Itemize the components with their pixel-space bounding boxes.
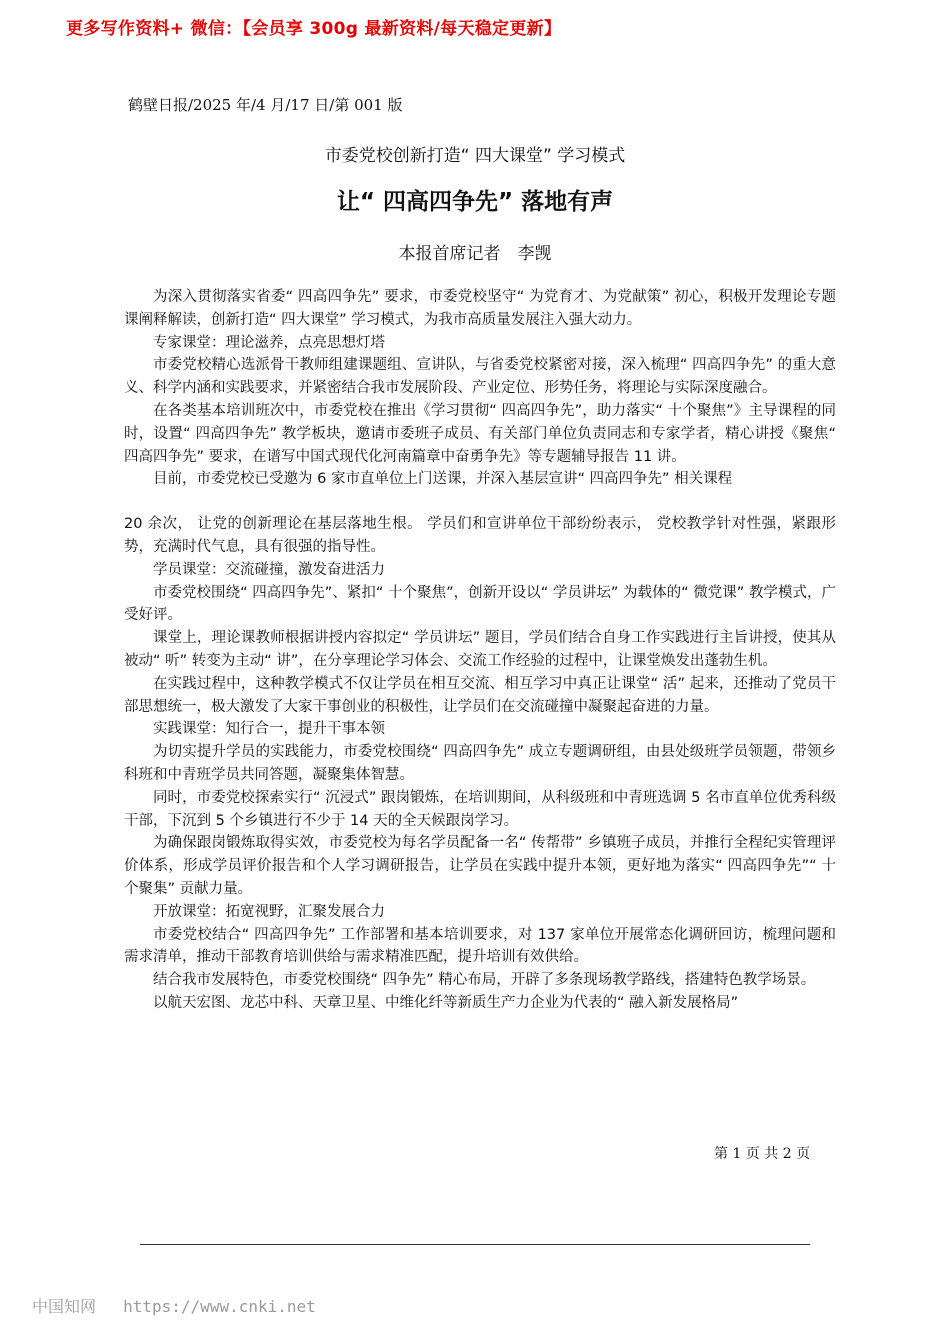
paragraph: 市委党校围绕“ 四高四争先”、紧扣“ 十个聚焦”，创新开设以“ 学员讲坛” 为载体的“ 微党课” 教学模式，广受好评。: [124, 584, 836, 624]
paragraph: 在各类基本培训班次中，市委党校在推出《学习贯彻“ 四高四争先”，助力落实“ 十个聚焦”》主导课程的同时，设置“ 四高四争先” 教学板块，邀请市委班子成员、有关部门单位负责同志和专家学者，精心讲授《聚焦“ 四高四争先” 要求，在谱写中国式现代化河南篇章中奋勇争先》等专题辅导报告 11 讲。: [124, 402, 836, 465]
paragraph: 以航天宏图、龙芯中科、天章卫星、中维化纤等新质生产力企业为代表的“ 融入新发展格局”: [153, 994, 739, 1011]
paragraph: 目前，市委党校已受邀为 6 家市直单位上门送课，并深入基层宣讲“ 四高四争先” 相关课程: [153, 471, 733, 488]
page-number: 第 1 页 共 2 页: [714, 1146, 811, 1162]
watermark-url[interactable]: https://www.cnki.net: [123, 1297, 316, 1316]
section-heading: 专家课堂：理论滋养，点亮思想灯塔: [153, 334, 385, 351]
paragraph: 市委党校结合“ 四高四争先” 工作部署和基本培训要求，对 137 家单位开展常态化调研回访，梳理问题和需求清单，推动干部教育培训供给与需求精准匹配，提升培训有效供给。: [124, 926, 836, 966]
paragraph: 同时，市委党校探索实行“ 沉浸式” 跟岗锻炼，在培训期间，从科级班和中青班选调 5 名市直单位优秀科级干部，下沉到 5 个乡镇进行不少于 14 天的全天候跟岗学习。: [124, 789, 836, 829]
article-body: [124, 286, 836, 1015]
article-title: 让“ 四高四争先” 落地有声: [336, 189, 614, 215]
source-line: 鹤壁日报/2025 年/4 月/17 日/第 001 版: [128, 96, 403, 114]
paragraph: 为切实提升学员的实践能力，市委党校围绕“ 四高四争先” 成立专题调研组，由县处级班学员领题，带领乡科班和中青班学员共同答题，凝聚集体智慧。: [124, 744, 836, 783]
footer-divider: [140, 1244, 810, 1245]
promo-banner: 更多写作资料+ 微信：【会员享 300g 最新资料/每天稳定更新】: [66, 19, 562, 39]
paragraph: 为深入贯彻落实省委“ 四高四争先” 要求，市委党校坚守“ 为党育才、为党献策” 初心，积极开发理论专题课阐释解读，创新打造“ 四大课堂” 学习模式，为我市高质量发展注入强大动力。: [124, 289, 836, 328]
paragraph: 在实践过程中，这种教学模式不仅让学员在相互交流、相互学习中真正让课堂“ 活” 起来，还推动了党员干部思想统一，极大激发了大家干事创业的积极性，让学员们在交流碰撞中凝聚起奋进的力量。: [124, 675, 836, 715]
section-heading: 开放课堂：拓宽视野，汇聚发展合力: [153, 903, 385, 920]
article-byline: 本报首席记者 李觊: [398, 244, 552, 264]
paragraph: 课堂上，理论课教师根据讲授内容拟定“ 学员讲坛” 题目，学员们结合自身工作实践进行主旨讲授，使其从被动“ 听” 转变为主动“ 讲”，在分享理论学习体会、交流工作经验的过程中，让课堂焕发出蓬勃生机。: [124, 630, 836, 669]
article-subtitle: 市委党校创新打造“ 四大课堂” 学习模式: [324, 146, 626, 166]
section-heading: 学员课堂：交流碰撞，激发奋进活力: [153, 561, 385, 578]
paragraph: 结合我市发展特色，市委党校围绕“ 四争先” 精心布局，开辟了多条现场教学路线，搭建特色教学场景。: [153, 972, 816, 989]
watermark-site: 中国知网: [32, 1297, 97, 1316]
section-heading: 实践课堂：知行合一，提升干事本领: [153, 721, 385, 738]
paragraph: 市委党校精心选派骨干教师组建课题组、宣讲队，与省委党校紧密对接，深入梳理“ 四高四争先” 的重大意义、科学内涵和实践要求，并紧密结合我市发展阶段、产业定位、形势任务，将理论与实际深度融合。: [124, 357, 836, 397]
watermark: [32, 1294, 316, 1317]
paragraph: 20 余次， 让党的创新理论在基层落地生根。 学员们和宣讲单位干部纷纷表示， 党校教学针对性强，紧跟形势，充满时代气息，具有很强的指导性。: [124, 516, 836, 555]
paragraph: 为确保跟岗锻炼取得实效，市委党校为每名学员配备一名“ 传帮带” 乡镇班子成员，并推行全程纪实管理评价体系，形成学员评价报告和个人学习调研报告，让学员在实践中提升本领，更好地为落实“ 四高四争先”“ 十个聚集” 贡献力量。: [124, 835, 836, 897]
